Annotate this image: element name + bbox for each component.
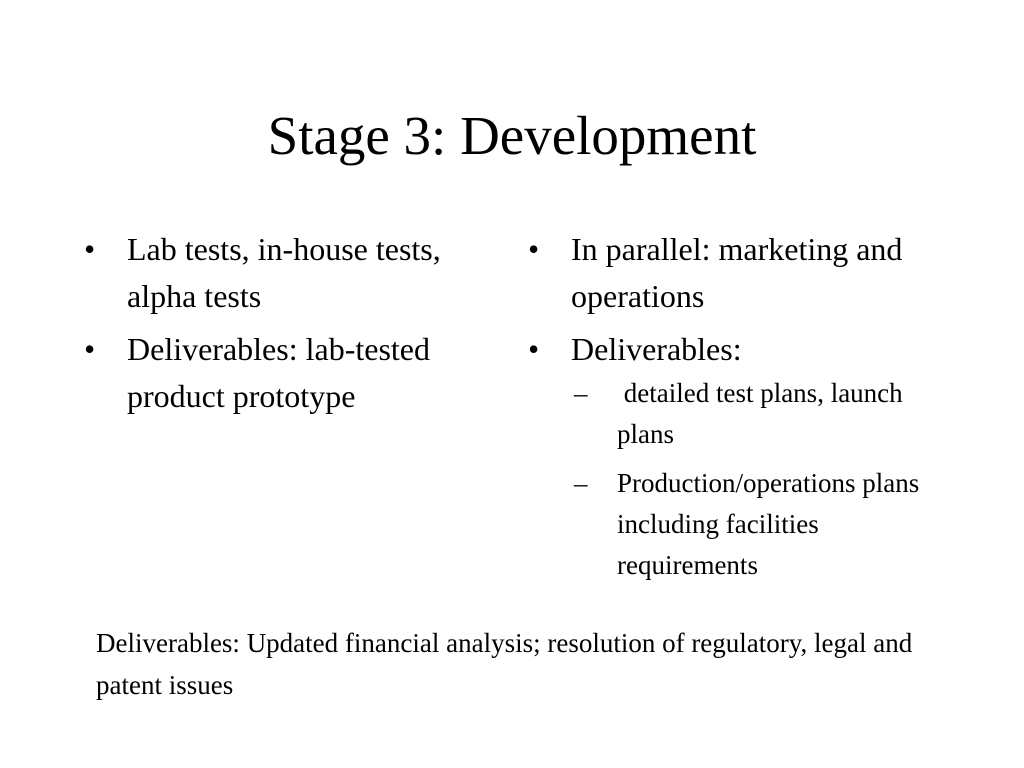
bullet-marker: • [528, 231, 540, 267]
bullet-marker: • [528, 331, 540, 367]
bullet-text: Lab tests, in-house tests, alpha tests [127, 231, 441, 314]
sub-bullet-list [571, 373, 948, 586]
bullet-text: Deliverables: [571, 331, 742, 367]
bullet-text: Deliverables: lab-tested product prototype [127, 331, 430, 414]
sub-bullet-item [571, 373, 948, 455]
sub-bullet-item [571, 463, 948, 586]
left-bullet-list [84, 226, 454, 426]
bullet-marker: • [84, 231, 96, 267]
bullet-item [84, 326, 454, 420]
slide-title: Stage 3: Development [267, 105, 757, 166]
bullet-text: In parallel: marketing and operations [571, 231, 903, 314]
footer-deliverables: Deliverables: Updated financial analysis; resolution of regulatory, legal and patent issues [96, 628, 913, 700]
bullet-marker: • [84, 331, 96, 367]
right-bullet-list [528, 226, 948, 594]
sub-bullet-text: detailed test plans, launch plans [617, 378, 910, 449]
sub-bullet-marker: – [574, 378, 588, 408]
bullet-item [84, 226, 454, 320]
bullet-item [528, 226, 948, 320]
sub-bullet-text: Production/operations plans including facilities requirements [617, 468, 920, 580]
bullet-item [528, 326, 948, 586]
sub-bullet-marker: – [574, 468, 588, 498]
